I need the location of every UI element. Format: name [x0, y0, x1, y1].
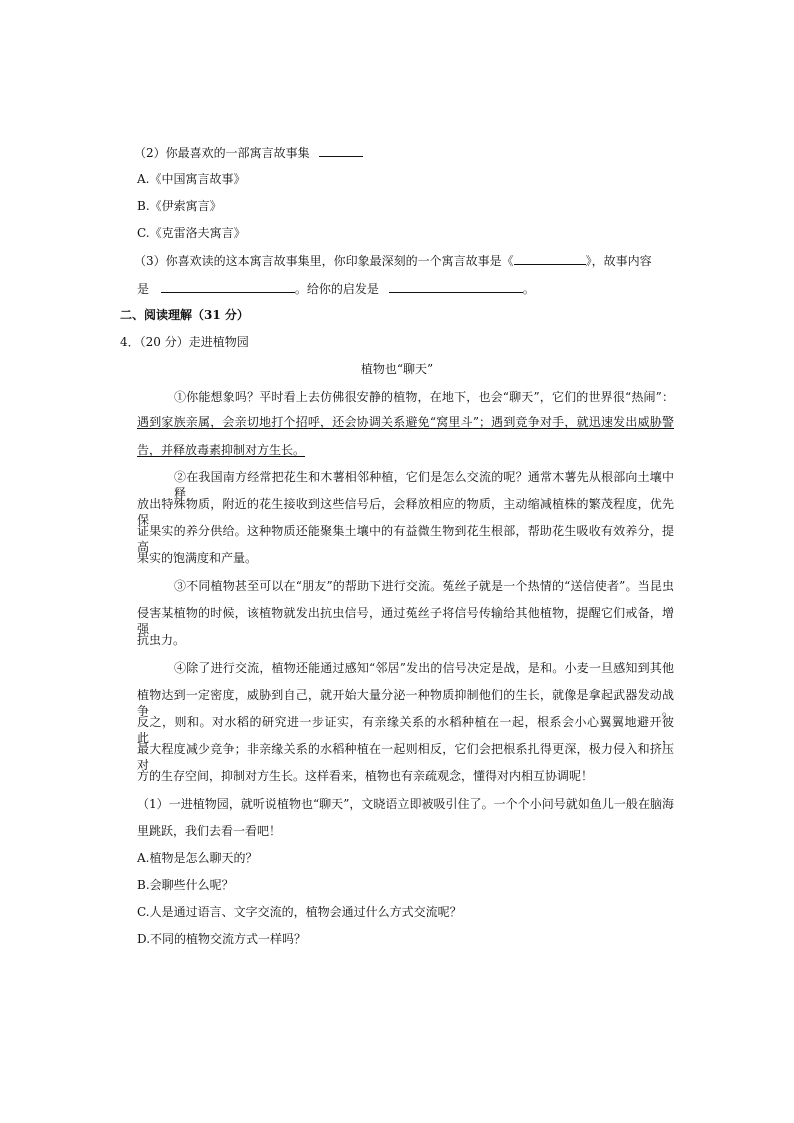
paragraph-4-line: 最大程度减少竞争；非亲缘关系的水稻种植在一起则相反，它们会把根系扎得更深，极力侵入和挤压对	[137, 742, 674, 772]
sub-option-b: B.会聊些什么呢？	[137, 878, 234, 892]
paragraph-4-line: 反之，则和。对水稻的研究进一步证实，有亲缘关系的水稻种植在一起，根系会小心翼翼地避开彼此，	[137, 715, 674, 745]
paragraph-2-line: 果实的饱满度和产量。	[137, 551, 258, 565]
answer-blank[interactable]	[319, 144, 363, 157]
sub-question-1-line: （1）一进植物园，就听说植物也“聊天”，文晓语立即被吸引住了。一个个小问号就如鱼儿一般在脑海	[137, 797, 674, 811]
q3-part3-line2: 是 。给你的启发是 。	[137, 282, 535, 296]
paragraph-2-line: 放出特殊物质，附近的花生接收到这些信号后，会释放相应的物质，主动缩减植株的繁茂程度，优先保	[137, 497, 674, 527]
paragraph-2-line: ②在我国南方经常把花生和木薯相邻种植，它们是怎么交流的呢？通常木薯先从根部向土壤中释	[174, 470, 674, 500]
q3-part3-line1: （3）你喜欢读的这本寓言故事集里，你印象最深刻的一个寓言故事是《 》，故事内容	[134, 254, 652, 268]
story-content-blank[interactable]	[161, 280, 295, 293]
sub-option-a: A.植物是怎么聊天的？	[137, 851, 258, 865]
q3-part2-prompt: （2）你最喜欢的一部寓言故事集	[134, 144, 363, 161]
story-title-blank[interactable]	[514, 252, 586, 265]
paragraph-3-line: 抗虫力。	[137, 633, 186, 647]
question-stem: 4．（20 分）走进植物园	[120, 335, 249, 349]
passage-title: 植物也“聊天”	[360, 362, 434, 376]
inspiration-blank[interactable]	[389, 280, 523, 293]
paragraph-1-line: ①你能想象吗？平时看上去仿佛很安静的植物，在地下，也会“聊天”，它们的世界很“热闹”：	[174, 390, 674, 404]
sub-question-1-line: 里跳跃，我们去看一看吧！	[137, 824, 282, 838]
option-b: B.《伊索寓言》	[137, 199, 222, 213]
paragraph-2-line: 证果实的养分供给。这种物质还能聚集土壤中的有益微生物到花生根部，帮助花生吸收有效养分，提高	[137, 524, 674, 554]
paragraph-4-line: 方的生存空间，抑制对方生长。这样看来，植物也有亲疏观念，懂得对内相互协调呢！	[137, 769, 594, 783]
sub-option-d: D.不同的植物交流方式一样吗？	[137, 932, 307, 946]
option-a: A.《中国寓言故事》	[137, 172, 246, 186]
paragraph-3-line: ③不同植物甚至可以在“朋友”的帮助下进行交流。菟丝子就是一个热情的“送信使者”。当昆虫	[174, 579, 674, 593]
paragraph-1-line: 告，并释放毒素抑制对方生长。	[137, 443, 306, 457]
sub-option-c: C.人是通过语言、文字交流的，植物会通过什么方式交流呢？	[137, 905, 462, 919]
paragraph-1-line: 遇到家族亲属，会亲切地打个招呼，还会协调关系避免“窝里斗”；遇到竞争对手，就迅速发出威胁警	[137, 415, 674, 429]
paragraph-3-line: 侵害某植物的时候，该植物就发出抗虫信号，通过菟丝子将信号传输给其他植物，提醒它们戒备，增强	[137, 606, 674, 636]
option-c: C.《克雷洛夫寓言》	[137, 226, 246, 240]
section-heading: 二、阅读理解（31 分）	[120, 308, 249, 322]
paragraph-4-line: ④除了进行交流，植物还能通过感知“邻居”发出的信号决定是战，是和。小麦一旦感知到其他	[174, 661, 674, 675]
paragraph-4-line: 植物达到一定密度，威胁到自己，就开始大量分泌一种物质抑制他们的生长，就像是拿起武器发动战争。	[137, 688, 674, 718]
